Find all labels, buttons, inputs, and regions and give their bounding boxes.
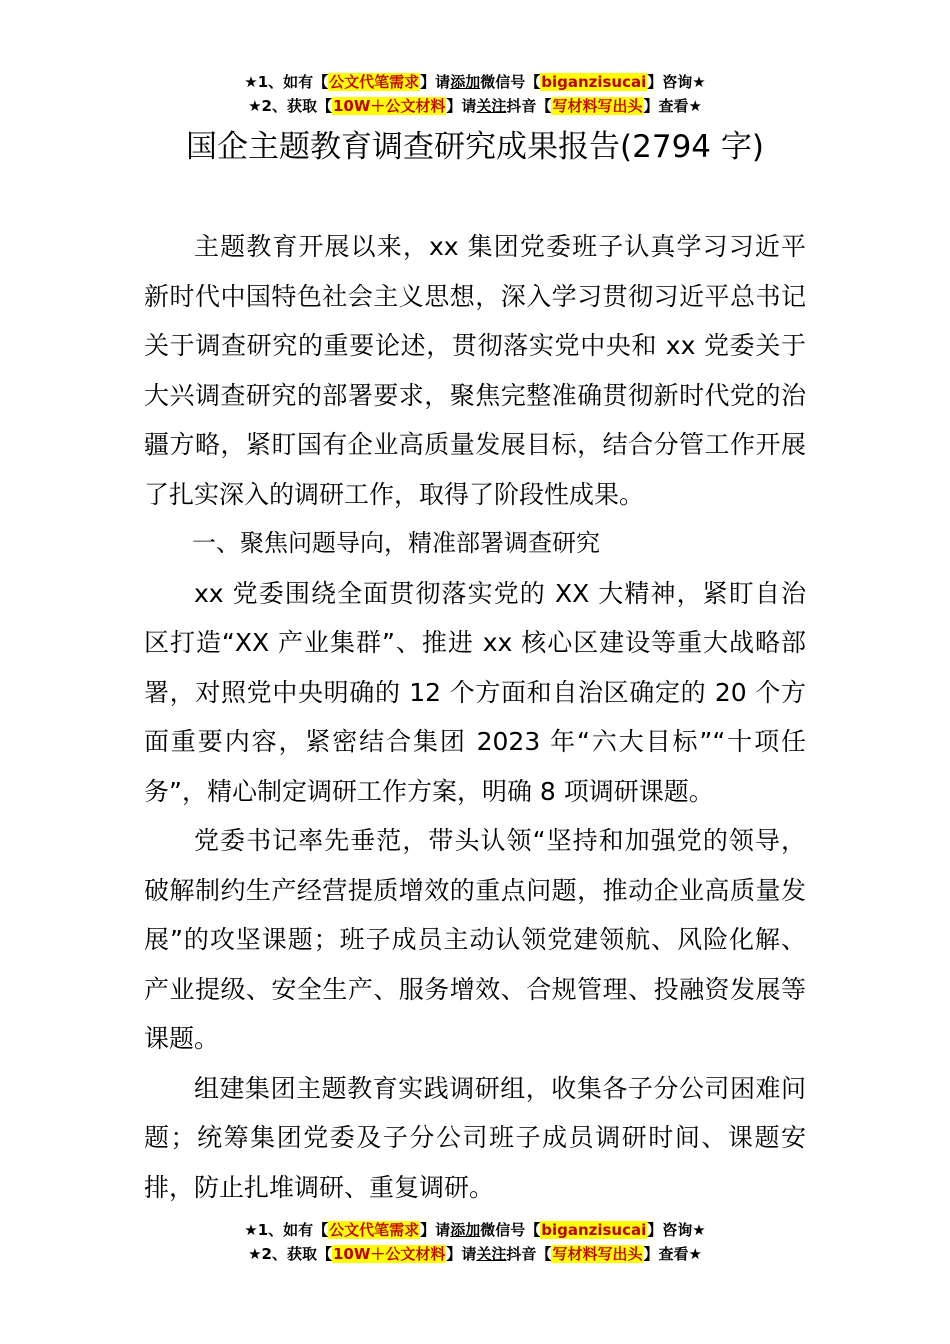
section-heading: 一、聚焦问题导向，精准部署调查研究	[192, 529, 600, 557]
paragraph: xx 党委围绕全面贯彻落实党的 XX 大精神，紧盯自治区打造“XX 产业集群”、推进 xx 核心区建设等重大战略部署，对照党中央明确的 12 个方面和自治区确定的 20 个方面重要内容，紧密结合集团 2023 年“六大目标”“十项任务”，精心制定调研工作方案，明确 8 项调研课题。	[144, 578, 806, 806]
top-promo-banner	[0, 70, 950, 118]
promo-line-2: ★2、获取【10W＋公文材料】请关注抖音【写材料写出头】查看★	[248, 97, 702, 115]
promo-highlight: 公文代笔需求	[329, 1221, 420, 1239]
wechat-id: biganzisucai	[541, 73, 647, 91]
douyin-id: 写材料写出头	[552, 1245, 643, 1263]
wechat-id: biganzisucai	[541, 1221, 647, 1239]
paragraph: 主题教育开展以来，xx 集团党委班子认真学习习近平新时代中国特色社会主义思想，深入学习贯彻习近平总书记关于调查研究的重要论述，贯彻落实党中央和 xx 党委关于大兴调查研究的部署要求，聚焦完整准确贯彻新时代党的治疆方略，紧盯国有企业高质量发展目标，结合分管工作开展了扎实深入的调研工作，取得了阶段性成果。	[144, 232, 806, 509]
paragraph: 组建集团主题教育实践调研组，收集各子分公司困难问题；统筹集团党委及子分公司班子成员调研时间、课题安排，防止扎堆调研、重复调研。	[144, 1073, 806, 1202]
bottom-promo-banner	[0, 1218, 950, 1266]
paragraph: 党委书记率先垂范，带头认领“坚持和加强党的领导，破解制约生产经营提质增效的重点问题，推动企业高质量发展”的攻坚课题；班子成员主动认领党建领航、风险化解、产业提级、安全生产、服务增效、合规管理、投融资发展等课题。	[144, 826, 806, 1053]
promo-highlight: 10W＋公文材料	[332, 1245, 446, 1263]
promo-line-1: ★1、如有【公文代笔需求】请添加微信号【biganzisucai】咨询★	[244, 73, 706, 91]
promo-highlight: 10W＋公文材料	[332, 97, 446, 115]
document-body	[144, 222, 806, 1212]
douyin-id: 写材料写出头	[552, 97, 643, 115]
promo-line-2: ★2、获取【10W＋公文材料】请关注抖音【写材料写出头】查看★	[248, 1245, 702, 1263]
promo-line-1: ★1、如有【公文代笔需求】请添加微信号【biganzisucai】咨询★	[244, 1221, 706, 1239]
promo-highlight: 公文代笔需求	[329, 73, 420, 91]
document-title: 国企主题教育调查研究成果报告(2794 字)	[186, 129, 764, 165]
